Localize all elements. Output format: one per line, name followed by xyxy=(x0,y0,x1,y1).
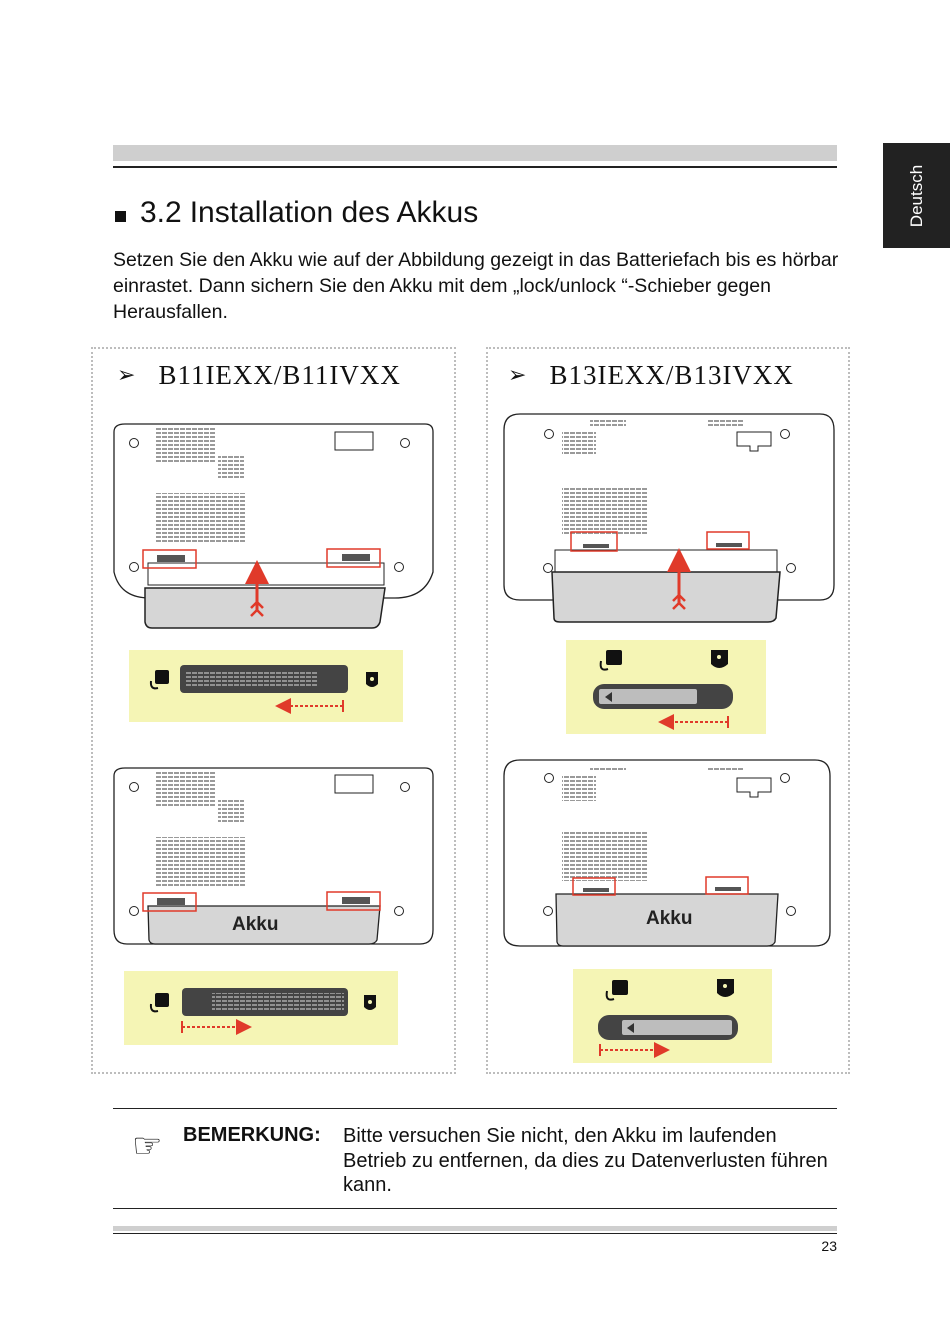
note-rule-top xyxy=(113,1108,837,1109)
battery-label-left: Akku xyxy=(232,914,279,935)
intro-paragraph: Setzen Sie den Akku wie auf der Abbildung gezeigt in das Batteriefach bis es hörbar einrastet. Dann sichern Sie den Akku mit dem „lock/unlock “-Schieber gegen Herausfallen. xyxy=(113,249,839,323)
bottom-rule-line xyxy=(113,1233,837,1234)
model-name-right: B13IEXX/B13IVXX xyxy=(549,360,794,390)
arrow-bullet-icon: ➢ xyxy=(508,363,528,388)
note-text: Bitte versuchen Sie nicht, den Akku im laufenden Betrieb zu entfernen, da dies zu Datenverlusten führen kann. xyxy=(343,1125,828,1196)
bottom-gray-rule xyxy=(113,1226,837,1231)
battery-label-right: Akku xyxy=(646,908,693,929)
arrow-bullet-icon: ➢ xyxy=(117,363,137,388)
page-number: 23 xyxy=(821,1238,837,1254)
model-name-left: B11IEXX/B11IVXX xyxy=(158,360,401,390)
pointing-hand-icon: ☞ xyxy=(132,1126,163,1166)
section-title: Installation des Akkus xyxy=(189,196,479,229)
language-tab-label: Deutsch xyxy=(906,164,926,227)
section-number: 3.2 xyxy=(140,196,182,229)
note-label: BEMERKUNG: xyxy=(183,1124,321,1146)
note-rule-bottom xyxy=(113,1208,837,1209)
